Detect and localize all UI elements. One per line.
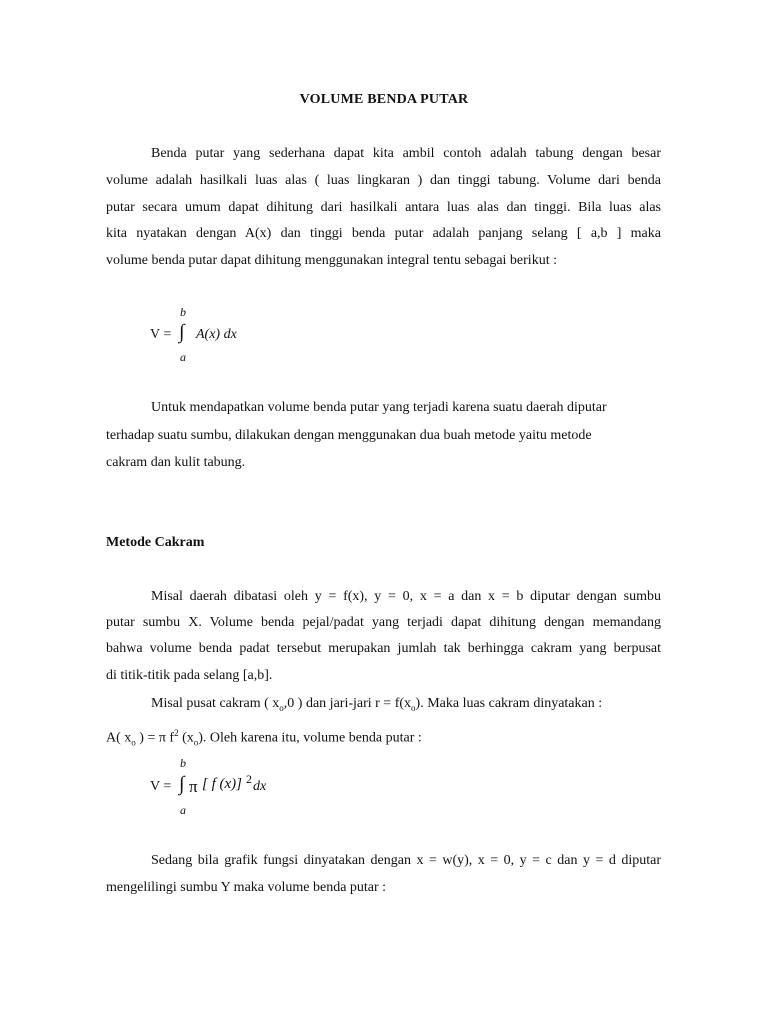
methods-line-3: cakram dan kulit tabung. (106, 455, 246, 470)
lower-limit: a (180, 350, 186, 364)
cakram-line-6-part-a: A( x (106, 730, 132, 746)
intro-line-3: putar secara umum dapat dihitung dari hasilkali antara luas alas dan tinggi. Bila luas alas (106, 200, 661, 215)
integral-sign-icon: ∫ (179, 773, 185, 795)
methods-line-2: terhadap suatu sumbu, dilakukan dengan menggunakan dua buah metode yaitu metode (106, 428, 592, 443)
cakram-line-2: putar sumbu X. Volume benda pejal/padat yang terjadi dapat dihitung dengan memandang (106, 615, 661, 630)
formula-power: 2 (246, 772, 252, 786)
sumbu-y-line-2: mengelilingi sumbu Y maka volume benda putar : (106, 880, 387, 895)
cakram-line-5-part-b: ,0 ) dan jari-jari r = f(x (283, 696, 412, 711)
section-heading: Metode Cakram (106, 535, 205, 550)
cakram-line-6-sub-2: o (193, 737, 199, 748)
cakram-line-6-part-c: (x (178, 730, 194, 746)
intro-line-1: Benda putar yang sederhana dapat kita ambil contoh adalah tabung dengan besar (151, 146, 661, 161)
cakram-line-6-part-d: ). Oleh karena itu, volume benda putar : (198, 730, 422, 746)
volume-integral-formula (150, 305, 270, 365)
cakram-line-5-part-c: ). Maka luas cakram dinyatakan : (415, 696, 603, 711)
cakram-line-5-part-a: Misal pusat cakram ( x (151, 696, 280, 711)
cakram-line-5 (151, 696, 661, 713)
formula-lhs: V = (150, 779, 172, 794)
cakram-line-6 (106, 728, 661, 747)
formula-dx: dx (253, 779, 267, 794)
cakram-line-3: bahwa volume benda padat tersebut merupakan jumlah tak berhingga cakram yang berpusat (106, 641, 661, 656)
intro-line-5: volume benda putar dapat dihitung menggunakan integral tentu sebagai berikut : (106, 253, 557, 268)
sumbu-y-line-1: Sedang bila grafik fungsi dinyatakan dengan x = w(y), x = 0, y = c dan y = d diputar (151, 853, 661, 868)
cakram-line-4: di titik-titik pada selang [a,b]. (106, 668, 273, 683)
intro-line-4: kita nyatakan dengan A(x) dan tinggi benda putar adalah panjang selang [ a,b ] maka (106, 226, 661, 241)
cakram-line-6-sub-1: o (131, 737, 136, 748)
cakram-line-1: Misal daerah dibatasi oleh y = f(x), y = 0, x = a dan x = b diputar dengan sumbu (151, 589, 661, 604)
formula-pi: π (189, 777, 198, 796)
methods-line-1: Untuk mendapatkan volume benda putar yang terjadi karena suatu daerah diputar (151, 400, 607, 415)
formula-lhs: V = (150, 327, 172, 342)
formula-integrand: A(x) dx (196, 327, 237, 342)
cakram-line-6-sup: 2 (174, 728, 179, 738)
cakram-line-5-sub-1: o (279, 702, 284, 713)
cakram-line-5-sub-2: o (411, 702, 416, 713)
page-title: VOLUME BENDA PUTAR (299, 92, 469, 107)
integral-sign-icon: ∫ (179, 321, 185, 343)
lower-limit: a (180, 803, 186, 817)
formula-integrand: [ f (x)] (202, 776, 242, 792)
cakram-line-6-part-b: ) = π f (135, 730, 175, 746)
upper-limit: b (180, 756, 186, 770)
disk-volume-formula (150, 756, 310, 818)
upper-limit: b (180, 305, 186, 319)
intro-line-2: volume adalah hasilkali luas alas ( luas lingkaran ) dan tinggi tabung. Volume dari benda (106, 173, 661, 188)
